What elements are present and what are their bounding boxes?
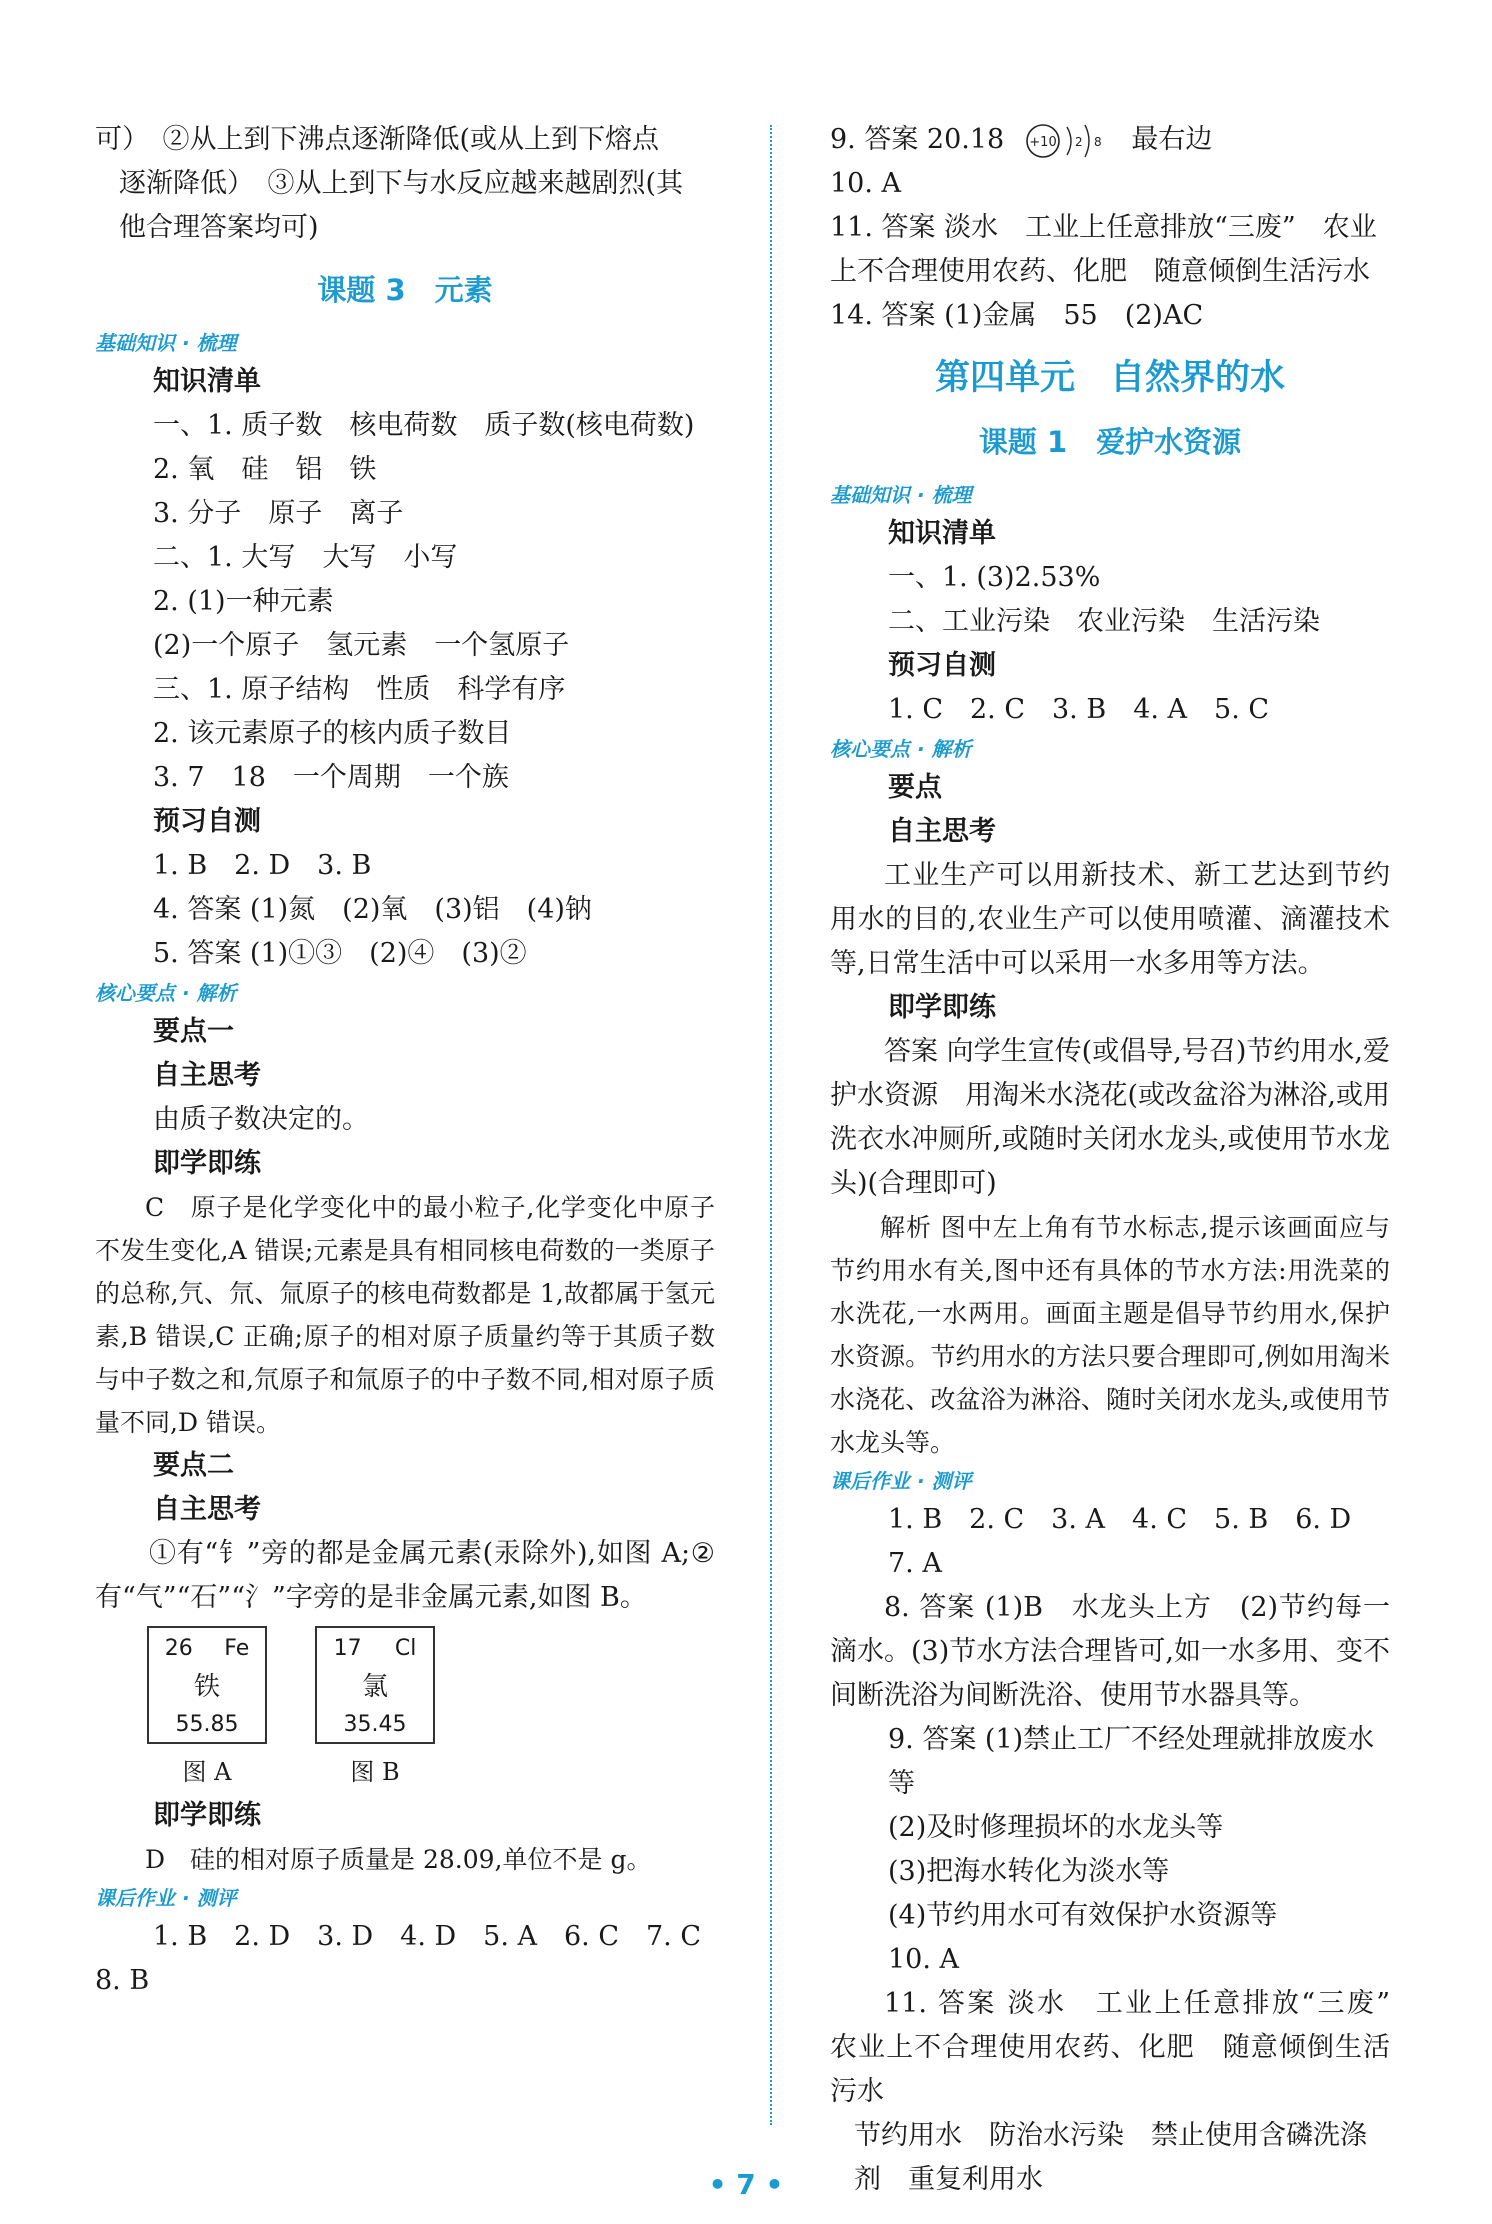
figure-a [147,1626,267,1794]
subheading: 自主思考 [153,1494,261,1525]
answer-line: 11. 答案 淡水 工业上任意排放“三废” 农业上不合理使用农药、化肥 随意倾倒生活污水 [830,212,1377,287]
page-number: • 7 • [708,2168,784,2201]
subheading: 即学即练 [153,1800,261,1831]
element-card-chlorine [315,1626,435,1744]
element-symbol: Fe [224,1636,250,1661]
subheading: 自主思考 [153,1060,261,1091]
text-line: 2. 该元素原子的核内质子数目 [153,718,512,749]
element-name: 铁 [193,1672,220,1702]
text-line: 3. 分子 原子 离子 [153,498,404,529]
subheading: 即学即练 [153,1148,261,1179]
text-line: 二、工业污染 农业污染 生活污染 [888,606,1320,637]
section-title: 课题 3 元素 [317,273,493,307]
element-symbol: Cl [394,1636,417,1661]
subheading: 即学即练 [888,992,996,1023]
answer-line: (4)节约用水可有效保护水资源等 [888,1900,1278,1931]
text-line: 2. (1)一种元素 [153,586,334,617]
subheading: 知识清单 [888,518,996,549]
answer-paragraph: 答案 向学生宣传(或倡导,号召)节约用水,爱护水资源 用淘米水浇花(或改盆浴为淋浴,或用洗衣水冲厕所,或随时关闭水龙头,或使用节水龙头)(合理即可) [830,1036,1390,1199]
section-tag: 核心要点 · 解析 [95,981,237,1005]
answer-line: (2)及时修理损坏的水龙头等 [888,1812,1224,1843]
text-line: 2. 氧 硅 铝 铁 [153,454,377,485]
answer-line: 5. 答案 (1)①③ (2)④ (3)② [153,938,527,969]
element-name: 氯 [361,1672,388,1702]
element-card-iron [147,1626,267,1744]
left-column [95,118,715,2003]
answer-text: 最右边 [1131,124,1213,155]
explanation-paragraph: 工业生产可以用新技术、新工艺达到节约用水的目的,农业生产可以使用喷灌、滴灌技术等,日常生活中可以采用一水多用等方法。 [830,860,1390,979]
intro-line: 逐渐降低） ③从上到下与水反应越来越剧烈(其 [119,168,684,199]
answer-line-q9 [830,118,1390,162]
section-tag: 基础知识 · 梳理 [95,331,237,355]
subheading: 自主思考 [888,816,996,847]
answer-paragraph: 8. 答案 (1)B 水龙头上方 (2)节约每一滴水。(3)节水方法合理皆可,如一水多用、变不间断洗浴为间断洗浴、使用节水器具等。 [830,1592,1390,1711]
section-title: 课题 1 爱护水资源 [978,425,1242,459]
section-tag: 课后作业 · 测评 [95,1886,237,1910]
figure-b [315,1626,435,1794]
text-line: 一、1. 质子数 核电荷数 质子数(核电荷数) [153,410,695,441]
subheading: 知识清单 [153,366,261,397]
text-line: 一、1. (3)2.53% [888,562,1101,593]
section-tag: 核心要点 · 解析 [830,737,972,761]
atomic-number: 17 [333,1636,362,1661]
answer-line: 1. B 2. D 3. D 4. D 5. A 6. C 7. C [153,1921,702,1952]
analysis-paragraph: 解析 图中左上角有节水标志,提示该画面应与节约用水有关,图中还有具体的节水方法:用洗菜的水洗花,一水两用。画面主题是倡导节约用水,保护水资源。节约用水的方法只要合理即可,例如用淘米水浇花、改盆浴为淋浴、随时关闭水龙头,或使用节水龙头等。 [830,1213,1390,1457]
nucleus-charge: +10 [1029,134,1057,150]
right-column [830,118,1417,2202]
atomic-number: 26 [164,1636,193,1661]
unit-title: 第四单元 自然界的水 [934,358,1285,398]
section-tag: 基础知识 · 梳理 [830,483,972,507]
atomic-mass: 55.85 [175,1712,239,1737]
answer-line: 1. B 2. C 3. A 4. C 5. B 6. D 7. A [888,1504,1379,1579]
element-figures [95,1626,715,1794]
subheading: 要点 [888,772,942,803]
atomic-mass: 35.45 [343,1712,407,1737]
subheading: 预习自测 [153,806,261,837]
answer-line: 14. 答案 (1)金属 55 (2)AC [830,300,1204,331]
text-line: 3. 7 18 一个周期 一个族 [153,762,509,793]
answer-text: 9. 答案 20.18 [830,124,1005,155]
shell-electrons: 8 [1093,134,1102,149]
answer-line: 10. A [888,1944,960,1975]
figure-caption: 图 B [350,1758,400,1786]
explanation-paragraph: C 原子是化学变化中的最小粒子,化学变化中原子不发生变化,A 错误;元素是具有相同核电荷数的一类原子的总称,氕、氘、氚原子的核电荷数都是 1,故都属于氢元素,B 错误,C 正确;原子的相对原子质量约等于其质子数与中子数之和,氘原子和氚原子的中子数不同,相对原子质量不同,D 错误。 [95,1193,715,1437]
explanation-paragraph: D 硅的相对原子质量是 28.09,单位不是 g。 [145,1845,652,1874]
answer-line: 1. B 2. D 3. B [153,850,372,881]
answer-line: 10. A [830,168,902,199]
section-tag: 课后作业 · 测评 [830,1469,972,1493]
text-line: 二、1. 大写 大写 小写 [153,542,458,573]
answer-line: 节约用水 防治水污染 禁止使用含磷洗涤剂 重复利用水 [854,2120,1367,2195]
explanation-paragraph: ①有“钅”旁的都是金属元素(汞除外),如图 A;②有“气”“石”“氵”字旁的是非金属元素,如图 B。 [95,1538,715,1613]
answer-line: 1. C 2. C 3. B 4. A 5. C [888,694,1270,725]
subheading: 要点二 [153,1450,234,1481]
column-divider [770,125,772,2125]
answer-paragraph: 11. 答案 淡水 工业上任意排放“三废” 农业上不合理使用农药、化肥 随意倾倒生活污水 [830,1988,1417,2107]
shell-electrons: 2 [1074,134,1083,149]
subheading: 预习自测 [888,650,996,681]
answer-line: 8. B [95,1965,150,1996]
text-line: 三、1. 原子结构 性质 科学有序 [153,674,566,705]
answer-line: (3)把海水转化为淡水等 [888,1856,1170,1887]
intro-line: 可） ②从上到下沸点逐渐降低(或从上到下熔点 [95,124,660,155]
text-line: (2)一个原子 氢元素 一个氢原子 [153,630,570,661]
atom-structure-diagram [1023,121,1113,161]
answer-line: 9. 答案 (1)禁止工厂不经处理就排放废水等 [888,1724,1375,1799]
answer-line: 4. 答案 (1)氮 (2)氧 (3)铝 (4)钠 [153,894,592,925]
text-line: 由质子数决定的。 [153,1104,369,1135]
subheading: 要点一 [153,1016,234,1047]
intro-line: 他合理答案均可) [119,212,319,243]
figure-caption: 图 A [182,1758,232,1786]
